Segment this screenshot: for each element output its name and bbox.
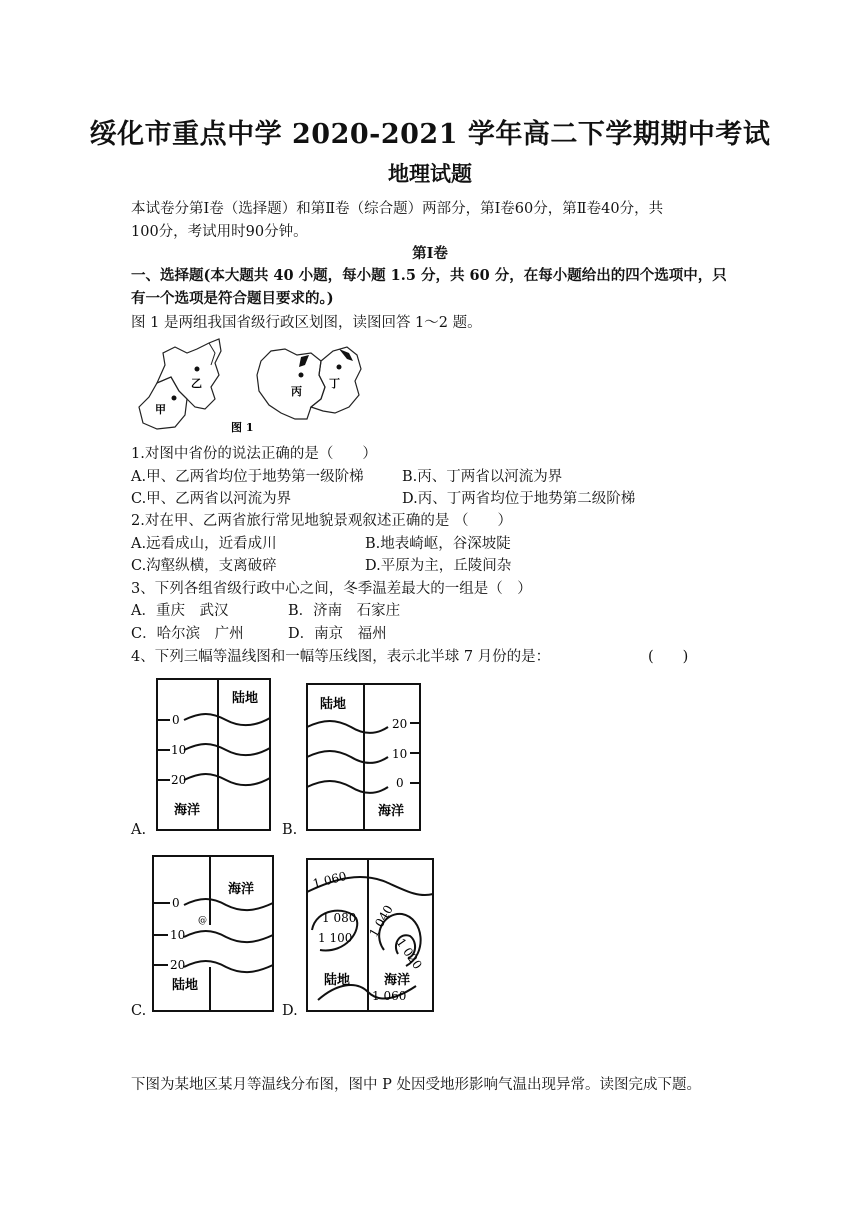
map-d-label-1020: 1 020: [393, 935, 425, 972]
label-jia: 甲: [155, 403, 166, 416]
q1-option-c: C.甲、乙两省以河流为界: [131, 491, 292, 507]
map-d-ocean: 海洋: [384, 973, 411, 988]
label-yi: 乙: [191, 377, 202, 390]
map-c-label-20: 20: [170, 958, 186, 972]
q3-option-a: A．重庆 武汉: [131, 603, 229, 619]
label-ding: 丁: [329, 377, 340, 390]
q2-stem: 2.对在甲、乙两省旅行常见地貌景观叙述正确的是 （ ）: [131, 513, 512, 529]
section-title: 第Ⅰ卷: [412, 245, 448, 262]
q3-option-d: D．南京 福州: [288, 626, 387, 642]
q1-option-b: B.丙、丁两省以河流为界: [402, 469, 563, 485]
map-a-label-10: 10: [171, 743, 187, 757]
map-a-label-20: 20: [171, 773, 187, 787]
province-yi-outline: [157, 339, 221, 409]
map-a-land: 陆地: [232, 691, 259, 706]
map-b-label-10: 10: [392, 747, 408, 761]
exam-title: 绥化市重点中学 2020-2021 学年高二下学期期中考试: [89, 119, 771, 150]
q4-letter-a: A.: [131, 822, 147, 838]
map-a-isotherm: [156, 678, 271, 831]
map-b-label-20: 20: [392, 717, 408, 731]
map-d-label-1100: 1 100: [318, 931, 353, 945]
map-b-label-0: 0: [396, 776, 404, 790]
section-instruction-1: 一、选择题(本大题共 40 小题，每小题 1.5 分，共 60 分，在每小题给出的四个选项中，只: [131, 267, 727, 284]
figure1-caption: 图 1: [231, 421, 254, 434]
map-c-label-10: 10: [170, 928, 186, 942]
map-a-label-0: 0: [172, 713, 180, 727]
q3-stem: 3、下列各组省级行政中心之间，冬季温差最大的一组是（ ）: [131, 581, 532, 597]
map-c-isotherm: [152, 855, 274, 1012]
q4-stem: 4、下列三幅等温线图和一幅等压线图，表示北半球 7 月份的是：: [131, 649, 551, 665]
exam-subtitle: 地理试题: [388, 161, 472, 186]
map-a-ocean: 海洋: [174, 803, 201, 818]
figure1-province-map: [135, 335, 365, 435]
section-instruction-2: 有一个选项是符合题目要求的。): [131, 290, 334, 307]
map-d-label-1060-bottom: 1 060: [372, 989, 407, 1003]
map-c-mark: @: [198, 916, 207, 926]
map-d-label-1080: 1 080: [322, 911, 357, 925]
label-bing: 丙: [291, 385, 302, 398]
intro-line-2: 100分，考试用时90分钟。: [131, 224, 308, 240]
map-b-isotherm: [306, 683, 421, 831]
map-d-land: 陆地: [324, 973, 351, 988]
q2-option-a: A.远看成山，近看成川: [131, 536, 277, 552]
map-d-label-1060-top: 1 060: [311, 869, 349, 891]
map-b-ocean: 海洋: [378, 804, 405, 819]
q1-option-d: D.丙、丁两省均位于地势第二级阶梯: [402, 491, 636, 507]
map-c-label-0: 0: [172, 896, 180, 910]
q2-option-d: D.平原为主，丘陵间杂: [365, 558, 512, 574]
q3-option-b: B．济南 石家庄: [288, 603, 401, 619]
q1-option-a: A.甲、乙两省均位于地势第一级阶梯: [131, 469, 364, 485]
next-question-intro: 下图为某地区某月等温线分布图，图中 P 处因受地形影响气温出现异常。读图完成下题。: [131, 1077, 701, 1093]
q4-letter-c: C.: [131, 1003, 147, 1019]
q4-letter-d: D.: [282, 1003, 298, 1019]
q2-option-c: C.沟壑纵横，支离破碎: [131, 558, 277, 574]
q3-option-c: C．哈尔滨 广州: [131, 626, 244, 642]
figure1-prompt: 图 1 是两组我国省级行政区划图，读图回答 1～2 题。: [131, 315, 482, 331]
q1-stem: 1.对图中省份的说法正确的是（ ）: [131, 446, 377, 462]
map-d-isobar: [306, 858, 434, 1012]
q4-letter-b: B.: [282, 822, 298, 838]
intro-line-1: 本试卷分第Ⅰ卷（选择题）和第Ⅱ卷（综合题）两部分，第Ⅰ卷60分，第Ⅱ卷40分，共: [131, 201, 664, 217]
q2-option-b: B.地表崎岖，谷深坡陡: [365, 536, 511, 552]
map-c-land: 陆地: [172, 978, 199, 993]
q4-answer-paren: ( ): [648, 649, 689, 665]
map-b-land: 陆地: [320, 697, 347, 712]
map-d-label-1040: 1 040: [366, 902, 396, 940]
map-c-ocean: 海洋: [228, 882, 255, 897]
